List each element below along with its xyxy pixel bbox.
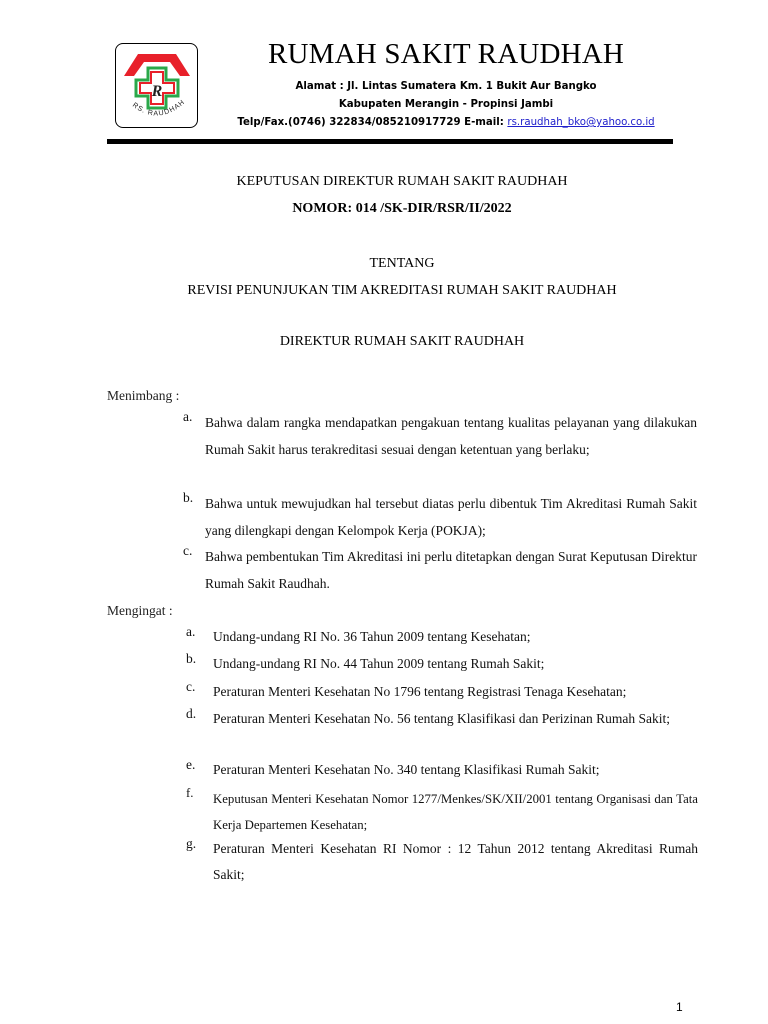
email-link[interactable]: rs.raudhah_bko@yahoo.co.id (507, 117, 655, 128)
page-number: 1 (676, 1000, 683, 1014)
about-heading: TENTANG (369, 256, 435, 271)
logo-letter: R (151, 83, 163, 100)
item-text: Peraturan Menteri Kesehatan No. 340 tentang Klasifikasi Rumah Sakit; (213, 762, 600, 777)
item-text: Peraturan Menteri Kesehatan RI Nomor : 12 Tahun 2012 tentang Akreditasi Rumah Sakit; (213, 841, 698, 882)
item-text: Undang-undang RI No. 44 Tahun 2009 tentang Rumah Sakit; (213, 656, 545, 671)
item-label: b. (183, 490, 194, 505)
item-label: f. (186, 786, 194, 800)
issuer-heading: DIREKTUR RUMAH SAKIT RAUDHAH (279, 334, 525, 349)
decree-title: KEPUTUSAN DIREKTUR RUMAH SAKIT RAUDHAH (236, 174, 568, 189)
item-text: Bahwa pembentukan Tim Akreditasi ini perlu ditetapkan dengan Surat Keputusan Direktur Rumah Sakit Raudhah. (205, 549, 697, 591)
hospital-name: RUMAH SAKIT RAUDHAH (267, 38, 625, 70)
item-text: Bahwa untuk mewujudkan hal tersebut diatas perlu dibentuk Tim Akreditasi Rumah Sakit yang dilengkapi dengan Kelompok Kerja (POKJA); (205, 496, 697, 538)
header-rule (107, 139, 673, 144)
item-label: a. (183, 409, 193, 424)
decree-subject: REVISI PENUNJUKAN TIM AKREDITASI RUMAH SAKIT RAUDHAH (187, 283, 617, 298)
decree-number: NOMOR: 014 /SK-DIR/RSR/II/2022 (292, 201, 512, 216)
menimbang-heading: Menimbang : (107, 388, 180, 403)
item-text: Keputusan Menteri Kesehatan Nomor 1277/Menkes/SK/XII/2001 tentang Organisasi dan Tata Kerja Departemen Kesehatan; (213, 792, 698, 832)
item-label: e. (186, 757, 196, 772)
address-line-1: Alamat : Jl. Lintas Sumatera Km. 1 Bukit Aur Bangko (295, 81, 597, 92)
address-line-2: Kabupaten Merangin - Propinsi Jambi (338, 99, 554, 110)
hospital-logo (115, 43, 198, 128)
contact-line (216, 117, 676, 128)
item-text: Undang-undang RI No. 36 Tahun 2009 tentang Kesehatan; (213, 629, 531, 644)
contact-prefix: Telp/Fax.(0746) 322834/085210917729 E-mail: (237, 117, 508, 128)
item-label: g. (186, 836, 197, 851)
mengingat-heading: Mengingat : (107, 603, 173, 618)
item-text: Bahwa dalam rangka mendapatkan pengakuan tentang kualitas pelayanan yang dilakukan Rumah Sakit harus terakreditasi sesuai dengan ketentuan yang berlaku; (205, 415, 697, 457)
item-text: Peraturan Menteri Kesehatan No 1796 tentang Registrasi Tenaga Kesehatan; (213, 684, 627, 699)
item-label: b. (186, 651, 197, 666)
item-label: c. (186, 679, 196, 694)
hospital-logo-icon (118, 46, 196, 126)
logo-arc-text: RS. RAUDHAH (130, 98, 187, 118)
item-label: c. (183, 543, 193, 558)
item-label: a. (186, 624, 196, 639)
item-text: Peraturan Menteri Kesehatan No. 56 tentang Klasifikasi dan Perizinan Rumah Sakit; (213, 711, 671, 726)
item-label: d. (186, 706, 197, 721)
